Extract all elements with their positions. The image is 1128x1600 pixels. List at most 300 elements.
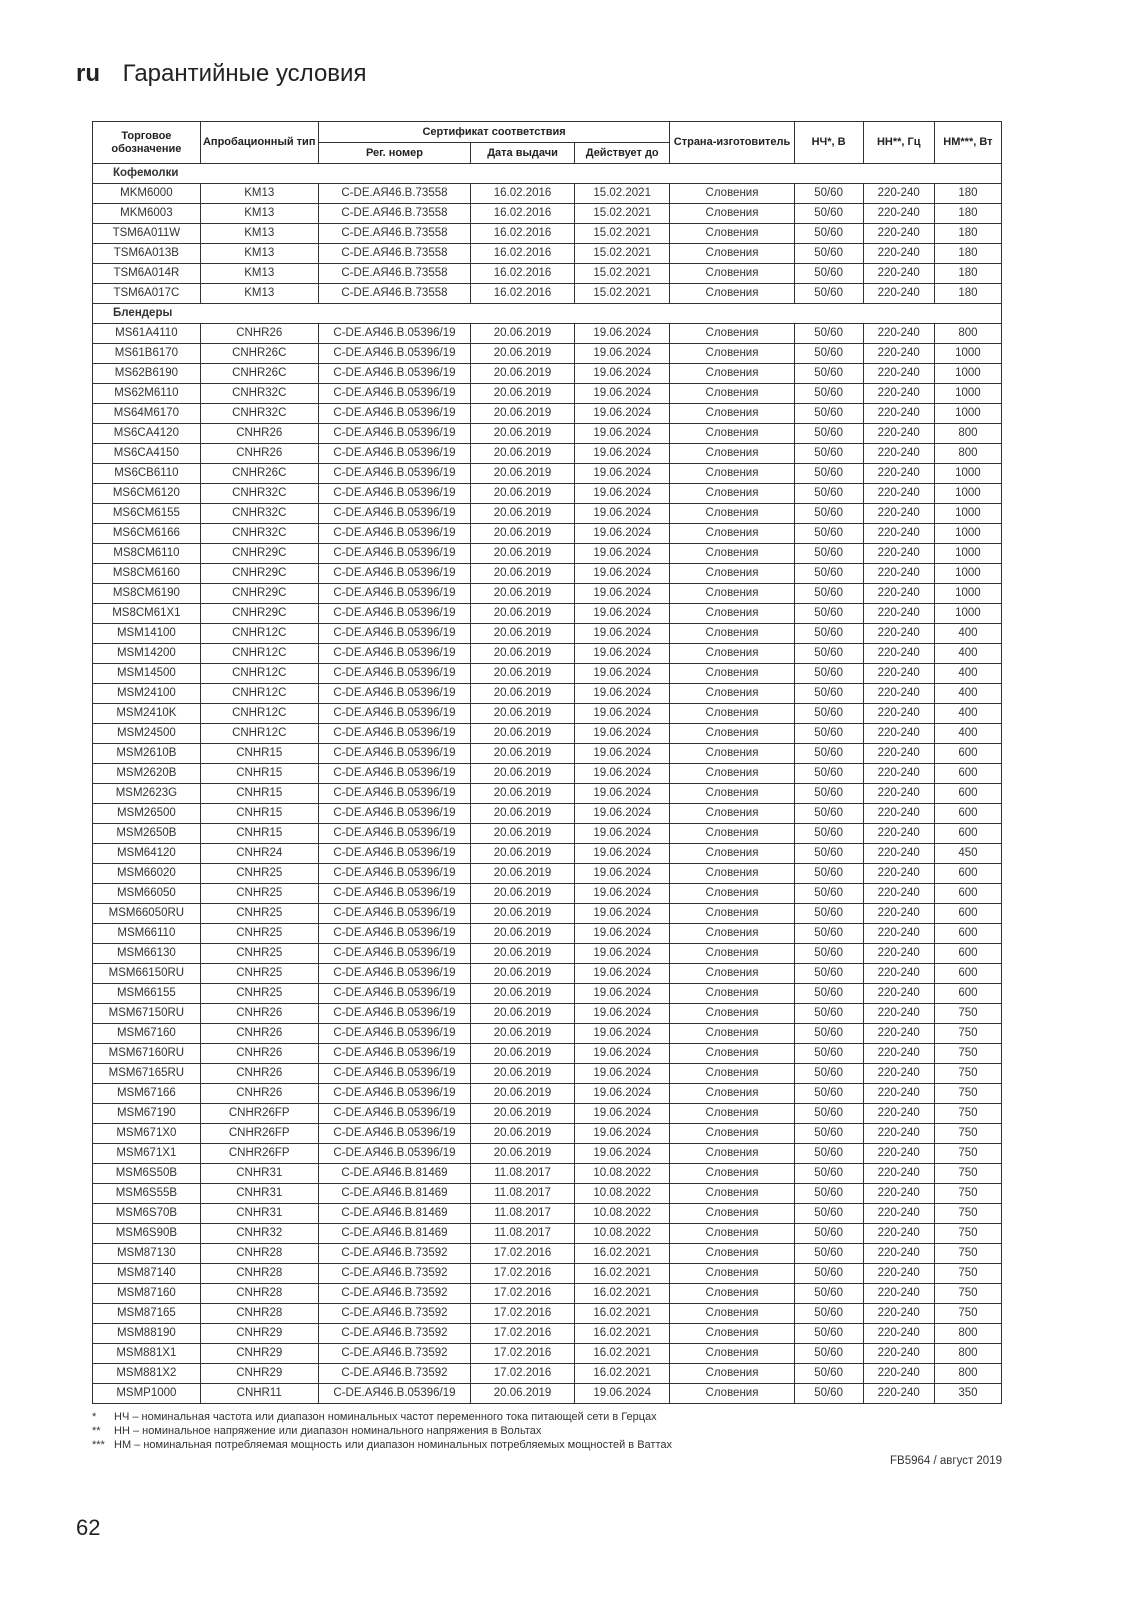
- table-row: [93, 364, 1002, 384]
- table-cell: 50/60: [794, 1024, 863, 1044]
- table-row: [93, 704, 1002, 724]
- table-cell: C-DE.АЯ46.В.81469: [318, 1224, 471, 1244]
- table-cell: 220-240: [863, 1344, 934, 1364]
- table-cell: 19.06.2024: [574, 944, 670, 964]
- table-cell: 50/60: [794, 284, 863, 304]
- table-cell: 180: [934, 244, 1001, 264]
- table-cell: 50/60: [794, 464, 863, 484]
- table-cell: 750: [934, 1124, 1001, 1144]
- table-cell: 19.06.2024: [574, 724, 670, 744]
- table-cell: 1000: [934, 344, 1001, 364]
- table-cell: 19.06.2024: [574, 1024, 670, 1044]
- table-cell: C-DE.АЯ46.В.05396/19: [318, 1064, 471, 1084]
- table-cell: Словения: [670, 224, 794, 244]
- table-cell: Словения: [670, 244, 794, 264]
- table-cell: CNHR25: [200, 864, 318, 884]
- table-cell: Словения: [670, 784, 794, 804]
- table-cell: 220-240: [863, 524, 934, 544]
- table-cell: 750: [934, 1284, 1001, 1304]
- table-cell: MSM66130: [93, 944, 201, 964]
- table-cell: 17.02.2016: [471, 1264, 575, 1284]
- table-cell: C-DE.АЯ46.В.05396/19: [318, 524, 471, 544]
- table-cell: Словения: [670, 644, 794, 664]
- table-cell: C-DE.АЯ46.В.73592: [318, 1284, 471, 1304]
- table-cell: 220-240: [863, 1284, 934, 1304]
- table-cell: CNHR32C: [200, 404, 318, 424]
- table-row: [93, 1164, 1002, 1184]
- table-cell: C-DE.АЯ46.В.05396/19: [318, 704, 471, 724]
- table-row: [93, 744, 1002, 764]
- table-cell: 17.02.2016: [471, 1324, 575, 1344]
- table-cell: CNHR26: [200, 324, 318, 344]
- table-row: [93, 284, 1002, 304]
- table-cell: MSM64120: [93, 844, 201, 864]
- table-row: [93, 424, 1002, 444]
- table-cell: 220-240: [863, 1024, 934, 1044]
- table-cell: 400: [934, 684, 1001, 704]
- table-cell: CNHR26: [200, 424, 318, 444]
- table-cell: 20.06.2019: [471, 324, 575, 344]
- table-cell: CNHR29: [200, 1344, 318, 1364]
- table-cell: 19.06.2024: [574, 684, 670, 704]
- table-cell: 1000: [934, 464, 1001, 484]
- table-cell: 50/60: [794, 1064, 863, 1084]
- table-cell: CNHR26C: [200, 344, 318, 364]
- table-cell: Словения: [670, 1044, 794, 1064]
- table-row: [93, 724, 1002, 744]
- table-cell: 16.02.2016: [471, 184, 575, 204]
- table-cell: 1000: [934, 504, 1001, 524]
- col-header-valid: Действует до: [574, 143, 670, 164]
- table-cell: MSM66150RU: [93, 964, 201, 984]
- table-cell: 19.06.2024: [574, 484, 670, 504]
- table-cell: 600: [934, 924, 1001, 944]
- table-cell: 220-240: [863, 284, 934, 304]
- table-cell: 16.02.2021: [574, 1244, 670, 1264]
- table-cell: CNHR15: [200, 804, 318, 824]
- table-cell: KM13: [200, 204, 318, 224]
- table-cell: 50/60: [794, 904, 863, 924]
- table-cell: C-DE.АЯ46.В.05396/19: [318, 684, 471, 704]
- table-cell: 220-240: [863, 424, 934, 444]
- table-cell: 50/60: [794, 264, 863, 284]
- table-cell: 19.06.2024: [574, 604, 670, 624]
- table-cell: 16.02.2021: [574, 1284, 670, 1304]
- table-cell: Словения: [670, 1084, 794, 1104]
- table-cell: 50/60: [794, 1284, 863, 1304]
- table-cell: 800: [934, 1324, 1001, 1344]
- table-cell: 800: [934, 1344, 1001, 1364]
- table-cell: 220-240: [863, 924, 934, 944]
- table-row: [93, 1204, 1002, 1224]
- table-cell: Словения: [670, 1384, 794, 1404]
- table-cell: 20.06.2019: [471, 1124, 575, 1144]
- table-cell: 20.06.2019: [471, 1384, 575, 1404]
- table-cell: Словения: [670, 764, 794, 784]
- table-cell: MSM6S90B: [93, 1224, 201, 1244]
- table-cell: 750: [934, 1184, 1001, 1204]
- table-cell: 20.06.2019: [471, 664, 575, 684]
- table-row: [93, 404, 1002, 424]
- table-cell: MSM87160: [93, 1284, 201, 1304]
- table-cell: 20.06.2019: [471, 584, 575, 604]
- table-cell: 20.06.2019: [471, 504, 575, 524]
- table-cell: 220-240: [863, 204, 934, 224]
- table-cell: CNHR28: [200, 1284, 318, 1304]
- table-cell: 220-240: [863, 444, 934, 464]
- table-cell: C-DE.АЯ46.В.05396/19: [318, 724, 471, 744]
- table-cell: C-DE.АЯ46.В.81469: [318, 1184, 471, 1204]
- table-cell: MSM67165RU: [93, 1064, 201, 1084]
- table-row: [93, 1304, 1002, 1324]
- table-cell: C-DE.АЯ46.В.05396/19: [318, 464, 471, 484]
- footnote: * НЧ – номинальная частота или диапазон номинальных частот переменного тока питающей сети в Герцах: [92, 1411, 657, 1423]
- table-cell: MS8CM6110: [93, 544, 201, 564]
- table-cell: CNHR26FP: [200, 1124, 318, 1144]
- table-cell: MSM14200: [93, 644, 201, 664]
- table-cell: CNHR12C: [200, 704, 318, 724]
- table-cell: 600: [934, 904, 1001, 924]
- table-cell: 17.02.2016: [471, 1364, 575, 1384]
- table-cell: 400: [934, 644, 1001, 664]
- table-row: [93, 224, 1002, 244]
- table-cell: 600: [934, 744, 1001, 764]
- table-cell: 20.06.2019: [471, 804, 575, 824]
- table-row: [93, 524, 1002, 544]
- table-cell: MS61B6170: [93, 344, 201, 364]
- page-title: Гарантийные условия: [122, 60, 367, 87]
- table-cell: 20.06.2019: [471, 924, 575, 944]
- table-cell: C-DE.АЯ46.В.05396/19: [318, 584, 471, 604]
- table-cell: CNHR12C: [200, 684, 318, 704]
- table-cell: CNHR32C: [200, 504, 318, 524]
- table-cell: 20.06.2019: [471, 544, 575, 564]
- table-cell: 1000: [934, 544, 1001, 564]
- table-cell: 50/60: [794, 1204, 863, 1224]
- table-cell: C-DE.АЯ46.В.05396/19: [318, 924, 471, 944]
- table-cell: 1000: [934, 484, 1001, 504]
- table-row: [93, 904, 1002, 924]
- table-cell: 10.08.2022: [574, 1164, 670, 1184]
- table-cell: 180: [934, 264, 1001, 284]
- certificate-table: [92, 121, 1002, 1404]
- table-cell: Словения: [670, 624, 794, 644]
- table-cell: 20.06.2019: [471, 1104, 575, 1124]
- table-cell: 220-240: [863, 1004, 934, 1024]
- table-row: [93, 1064, 1002, 1084]
- table-cell: C-DE.АЯ46.В.05396/19: [318, 604, 471, 624]
- table-cell: 20.06.2019: [471, 904, 575, 924]
- table-cell: 220-240: [863, 1244, 934, 1264]
- table-cell: C-DE.АЯ46.В.05396/19: [318, 1104, 471, 1124]
- table-cell: Словения: [670, 1224, 794, 1244]
- table-cell: 220-240: [863, 364, 934, 384]
- table-cell: CNHR31: [200, 1204, 318, 1224]
- table-cell: 220-240: [863, 324, 934, 344]
- col-header-country: Страна-изготовитель: [670, 122, 794, 164]
- table-cell: Словения: [670, 524, 794, 544]
- table-cell: CNHR25: [200, 924, 318, 944]
- table-cell: 16.02.2021: [574, 1344, 670, 1364]
- table-cell: MSM2623G: [93, 784, 201, 804]
- table-cell: 20.06.2019: [471, 824, 575, 844]
- table-cell: CNHR12C: [200, 724, 318, 744]
- table-cell: TSM6A011W: [93, 224, 201, 244]
- table-cell: 220-240: [863, 684, 934, 704]
- table-cell: 19.06.2024: [574, 864, 670, 884]
- table-cell: MSM87165: [93, 1304, 201, 1324]
- table-cell: MS61A4110: [93, 324, 201, 344]
- table-cell: MSM2610B: [93, 744, 201, 764]
- table-cell: 220-240: [863, 1124, 934, 1144]
- table-cell: CNHR26FP: [200, 1104, 318, 1124]
- table-row: [93, 1004, 1002, 1024]
- table-cell: MS8CM61X1: [93, 604, 201, 624]
- table-cell: 20.06.2019: [471, 864, 575, 884]
- language-code: ru: [76, 60, 100, 87]
- table-row: [93, 1264, 1002, 1284]
- table-cell: 50/60: [794, 744, 863, 764]
- table-cell: 750: [934, 1004, 1001, 1024]
- table-cell: 50/60: [794, 364, 863, 384]
- table-cell: CNHR15: [200, 824, 318, 844]
- table-cell: CNHR29C: [200, 564, 318, 584]
- table-cell: 220-240: [863, 964, 934, 984]
- table-cell: Словения: [670, 604, 794, 624]
- table-cell: 220-240: [863, 884, 934, 904]
- table-cell: Словения: [670, 324, 794, 344]
- table-cell: 20.06.2019: [471, 1044, 575, 1064]
- table-cell: C-DE.АЯ46.В.05396/19: [318, 544, 471, 564]
- table-cell: CNHR28: [200, 1244, 318, 1264]
- table-cell: 50/60: [794, 1364, 863, 1384]
- table-cell: 220-240: [863, 864, 934, 884]
- table-cell: 600: [934, 984, 1001, 1004]
- table-cell: 220-240: [863, 1084, 934, 1104]
- table-cell: 19.06.2024: [574, 824, 670, 844]
- table-cell: Словения: [670, 1364, 794, 1384]
- page-header: [76, 60, 366, 88]
- table-cell: MSM67160: [93, 1024, 201, 1044]
- table-cell: 400: [934, 704, 1001, 724]
- table-cell: 220-240: [863, 1384, 934, 1404]
- table-cell: 220-240: [863, 744, 934, 764]
- table-cell: 20.06.2019: [471, 704, 575, 724]
- table-cell: MS62B6190: [93, 364, 201, 384]
- table-cell: Словения: [670, 1204, 794, 1224]
- table-cell: 400: [934, 624, 1001, 644]
- table-cell: C-DE.АЯ46.В.05396/19: [318, 964, 471, 984]
- table-cell: Словения: [670, 864, 794, 884]
- table-cell: 220-240: [863, 724, 934, 744]
- table-cell: 220-240: [863, 264, 934, 284]
- table-cell: Словения: [670, 384, 794, 404]
- footnote: *** НМ – номинальная потребляемая мощность или диапазон номинальных потребляемых мощностей в Ваттах: [92, 1439, 672, 1451]
- table-cell: CNHR29C: [200, 604, 318, 624]
- section-row: [93, 164, 1002, 184]
- table-cell: C-DE.АЯ46.В.81469: [318, 1204, 471, 1224]
- table-cell: 19.06.2024: [574, 344, 670, 364]
- table-cell: Словения: [670, 444, 794, 464]
- table-cell: 180: [934, 204, 1001, 224]
- table-cell: 50/60: [794, 604, 863, 624]
- table-row: [93, 784, 1002, 804]
- table-cell: 50/60: [794, 644, 863, 664]
- table-cell: KM13: [200, 284, 318, 304]
- table-cell: 15.02.2021: [574, 284, 670, 304]
- table-cell: 1000: [934, 364, 1001, 384]
- table-cell: 750: [934, 1264, 1001, 1284]
- table-cell: MSM67166: [93, 1084, 201, 1104]
- table-cell: 220-240: [863, 484, 934, 504]
- table-cell: 50/60: [794, 204, 863, 224]
- table-cell: C-DE.АЯ46.В.05396/19: [318, 424, 471, 444]
- section-title: Блендеры: [93, 304, 1002, 324]
- table-cell: CNHR32C: [200, 524, 318, 544]
- table-cell: 50/60: [794, 884, 863, 904]
- table-cell: 220-240: [863, 1204, 934, 1224]
- table-cell: 50/60: [794, 1004, 863, 1024]
- table-cell: C-DE.АЯ46.В.05396/19: [318, 784, 471, 804]
- table-body: [93, 164, 1002, 1404]
- table-cell: MSM66050RU: [93, 904, 201, 924]
- table-cell: 220-240: [863, 344, 934, 364]
- table-cell: 750: [934, 1144, 1001, 1164]
- col-header-power: НМ***, Вт: [934, 122, 1001, 164]
- table-cell: MSM6S70B: [93, 1204, 201, 1224]
- table-cell: 220-240: [863, 984, 934, 1004]
- col-header-freq: НЧ*, В: [794, 122, 863, 164]
- table-row: [93, 184, 1002, 204]
- table-cell: Словения: [670, 1064, 794, 1084]
- table-cell: 16.02.2021: [574, 1364, 670, 1384]
- table-row: [93, 1384, 1002, 1404]
- table-cell: 50/60: [794, 964, 863, 984]
- table-cell: 50/60: [794, 344, 863, 364]
- table-cell: 50/60: [794, 664, 863, 684]
- table-row: [93, 804, 1002, 824]
- table-cell: 600: [934, 884, 1001, 904]
- table-cell: CNHR28: [200, 1304, 318, 1324]
- table-row: [93, 384, 1002, 404]
- table-cell: 50/60: [794, 324, 863, 344]
- table-cell: 15.02.2021: [574, 264, 670, 284]
- table-cell: 50/60: [794, 784, 863, 804]
- table-cell: 220-240: [863, 564, 934, 584]
- table-cell: MKM6000: [93, 184, 201, 204]
- table-row: [93, 1324, 1002, 1344]
- table-row: [93, 264, 1002, 284]
- table-cell: CNHR26C: [200, 364, 318, 384]
- table-cell: 17.02.2016: [471, 1244, 575, 1264]
- table-cell: C-DE.АЯ46.В.73592: [318, 1344, 471, 1364]
- table-row: [93, 484, 1002, 504]
- table-cell: MSM881X2: [93, 1364, 201, 1384]
- table-row: [93, 1084, 1002, 1104]
- table-cell: MSM66155: [93, 984, 201, 1004]
- table-cell: 50/60: [794, 244, 863, 264]
- table-cell: 50/60: [794, 1044, 863, 1064]
- table-cell: 220-240: [863, 604, 934, 624]
- table-cell: 220-240: [863, 1264, 934, 1284]
- table-cell: 50/60: [794, 1104, 863, 1124]
- table-cell: 50/60: [794, 704, 863, 724]
- table-cell: 20.06.2019: [471, 444, 575, 464]
- table-cell: 750: [934, 1104, 1001, 1124]
- table-cell: C-DE.АЯ46.В.73592: [318, 1264, 471, 1284]
- table-cell: 50/60: [794, 1344, 863, 1364]
- table-cell: 50/60: [794, 384, 863, 404]
- table-cell: 750: [934, 1204, 1001, 1224]
- table-cell: 800: [934, 444, 1001, 464]
- table-cell: 20.06.2019: [471, 644, 575, 664]
- table-cell: C-DE.АЯ46.В.05396/19: [318, 364, 471, 384]
- table-cell: 400: [934, 724, 1001, 744]
- table-cell: CNHR31: [200, 1164, 318, 1184]
- table-cell: C-DE.АЯ46.В.05396/19: [318, 984, 471, 1004]
- col-header-volt: НН**, Гц: [863, 122, 934, 164]
- table-cell: 10.08.2022: [574, 1184, 670, 1204]
- table-cell: 19.06.2024: [574, 324, 670, 344]
- table-cell: 50/60: [794, 224, 863, 244]
- table-cell: 20.06.2019: [471, 784, 575, 804]
- table-cell: C-DE.АЯ46.В.05396/19: [318, 1024, 471, 1044]
- table-cell: Словения: [670, 504, 794, 524]
- table-cell: 220-240: [863, 584, 934, 604]
- table-cell: CNHR15: [200, 764, 318, 784]
- table-cell: 220-240: [863, 1364, 934, 1384]
- table-cell: 50/60: [794, 184, 863, 204]
- table-cell: 50/60: [794, 1124, 863, 1144]
- table-cell: 20.06.2019: [471, 484, 575, 504]
- table-cell: 50/60: [794, 444, 863, 464]
- table-cell: CNHR26FP: [200, 1144, 318, 1164]
- table-cell: 50/60: [794, 944, 863, 964]
- table-cell: 1000: [934, 564, 1001, 584]
- table-cell: 180: [934, 184, 1001, 204]
- table-cell: CNHR26: [200, 1024, 318, 1044]
- table-cell: 220-240: [863, 1044, 934, 1064]
- table-cell: MS6CM6120: [93, 484, 201, 504]
- table-cell: MSM66110: [93, 924, 201, 944]
- col-header-reg: Рег. номер: [318, 143, 471, 164]
- table-cell: 16.02.2021: [574, 1264, 670, 1284]
- table-cell: 19.06.2024: [574, 664, 670, 684]
- table-cell: 19.06.2024: [574, 744, 670, 764]
- table-cell: MSM6S55B: [93, 1184, 201, 1204]
- table-cell: 50/60: [794, 724, 863, 744]
- table-cell: Словения: [670, 804, 794, 824]
- table-cell: 50/60: [794, 1304, 863, 1324]
- table-cell: Словения: [670, 1304, 794, 1324]
- table-cell: Словения: [670, 944, 794, 964]
- table-cell: 19.06.2024: [574, 784, 670, 804]
- table-cell: 20.06.2019: [471, 1004, 575, 1024]
- table-cell: C-DE.АЯ46.В.05396/19: [318, 504, 471, 524]
- table-cell: 20.06.2019: [471, 764, 575, 784]
- table-cell: 750: [934, 1044, 1001, 1064]
- table-row: [93, 564, 1002, 584]
- table-cell: C-DE.АЯ46.В.73558: [318, 224, 471, 244]
- table-cell: 11.08.2017: [471, 1224, 575, 1244]
- table-row: [93, 204, 1002, 224]
- table-cell: CNHR25: [200, 884, 318, 904]
- page-number: 62: [76, 1515, 101, 1540]
- table-cell: 20.06.2019: [471, 984, 575, 1004]
- table-cell: CNHR26C: [200, 464, 318, 484]
- table-cell: 220-240: [863, 1304, 934, 1324]
- table-row: [93, 1144, 1002, 1164]
